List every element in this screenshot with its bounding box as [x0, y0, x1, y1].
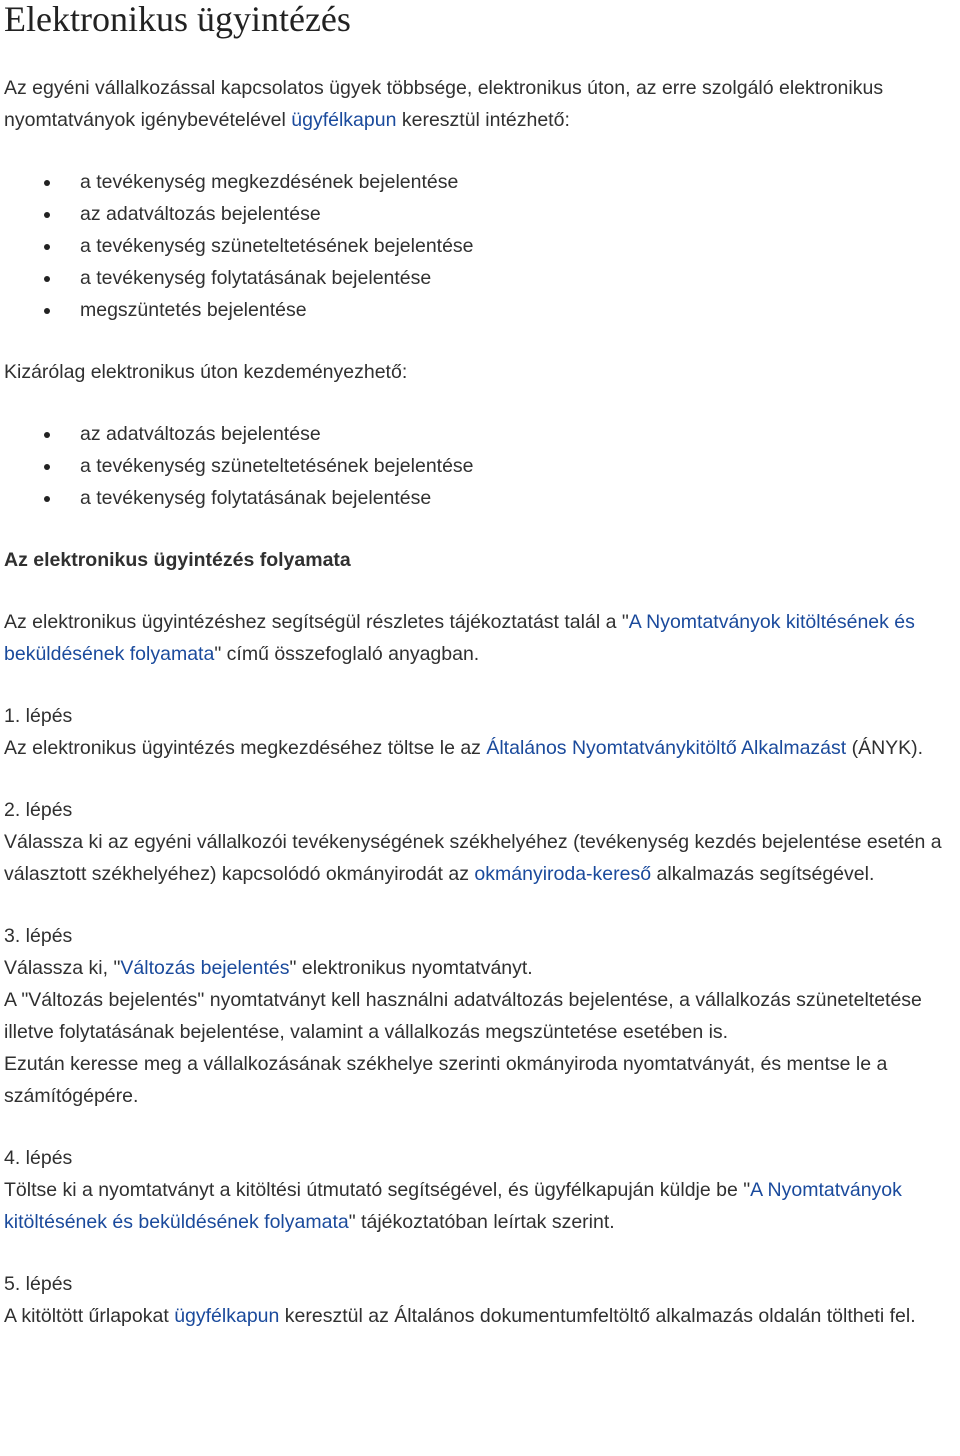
list-item: a tevékenység folytatásának bejelentése — [4, 482, 956, 514]
step1-label: 1. lépés — [4, 705, 73, 727]
intro-text: Az egyéni vállalkozással kapcsolatos ügyek többsége, elektronikus úton, az erre szolgáló elektronikus nyomtatványok igénybevételével — [4, 77, 884, 131]
okmanyiroda-kereso-link[interactable]: okmányiroda-kereső — [474, 863, 652, 885]
list-item: az adatváltozás bejelentése — [4, 198, 956, 230]
bullet-icon — [44, 276, 50, 282]
step5-text: A kitöltött űrlapokat ügyfélkapun keresztül az Általános dokumentumfeltöltő alkalmazás oldalán töltheti fel. — [4, 1305, 916, 1327]
list-item: a tevékenység szüneteltetésének bejelentése — [4, 450, 956, 482]
bullet-icon — [44, 464, 50, 470]
ugyfelkapu-link[interactable]: ügyfélkapun — [291, 109, 397, 131]
process-intro: Az elektronikus ügyintézéshez segítségül részletes tájékoztatást talál a "A Nyomtatványok kitöltésének és beküldésének folyamata" című összefoglaló anyagban. — [4, 611, 915, 665]
list-item: a tevékenység szüneteltetésének bejelentése — [4, 230, 956, 262]
intro-paragraph — [4, 72, 956, 136]
step2-text: Válassza ki az egyéni vállalkozói tevékenységének székhelyéhez (tevékenység kezdés bejelentése esetén a választott székhelyéhez) kapcsolódó okmányirodát az okmányiroda-kereső alkalmazás segítségével. — [4, 831, 942, 885]
list-item: megszüntetés bejelentése — [4, 294, 956, 326]
step3-line1: Válassza ki, "Változás bejelentés" elektronikus nyomtatványt. — [4, 957, 533, 979]
only-electronic-text: Kizárólag elektronikus úton kezdeményezhető: — [4, 361, 408, 383]
step3-label: 3. lépés — [4, 925, 73, 947]
step3-line3: Ezután keresse meg a vállalkozásának székhelye szerinti okmányiroda nyomtatványát, és mentse le a számítógépére. — [4, 1053, 888, 1107]
bullet-icon — [44, 432, 50, 438]
valtozas-bejelentes-link[interactable]: Változás bejelentés — [120, 957, 290, 979]
anyk-link[interactable]: Általános Nyomtatványkitöltő Alkalmazást — [486, 737, 847, 759]
list-item: a tevékenység megkezdésének bejelentése — [4, 166, 956, 198]
step3-line2: A "Változás bejelentés" nyomtatványt kell használni adatváltozás bejelentése, a vállalkozás szüneteltetése illetve folytatásának bejelentése, valamint a vállalkozás megszüntetése esetében is. — [4, 989, 922, 1043]
list-item: a tevékenység folytatásának bejelentése — [4, 262, 956, 294]
electronic-only-list — [4, 418, 956, 514]
page-title: Elektronikus ügyintézés — [4, 0, 351, 39]
step5-label: 5. lépés — [4, 1273, 73, 1295]
bullet-icon — [44, 496, 50, 502]
step4-text: Töltse ki a nyomtatványt a kitöltési útmutató segítségével, és ügyfélkapuján küldje be "A Nyomtatványok kitöltésének és beküldésének folyamata" tájékoztatóban leírtak szerint. — [4, 1179, 902, 1233]
bullet-icon — [44, 212, 50, 218]
case-list — [4, 166, 956, 326]
list-item: az adatváltozás bejelentése — [4, 418, 956, 450]
process-guide-link[interactable]: A Nyomtatványok kitöltésének és beküldésének folyamata — [4, 611, 915, 665]
bullet-icon — [44, 180, 50, 186]
process-guide-link-2[interactable]: A Nyomtatványok kitöltésének és beküldésének folyamata — [4, 1179, 902, 1233]
bullet-icon — [44, 244, 50, 250]
process-heading: Az elektronikus ügyintézés folyamata — [4, 549, 351, 571]
step2-label: 2. lépés — [4, 799, 73, 821]
step4-label: 4. lépés — [4, 1147, 73, 1169]
intro-text-end: keresztül intézhető: — [396, 109, 570, 131]
ugyfelkapu-link-2[interactable]: ügyfélkapun — [174, 1305, 280, 1327]
bullet-icon — [44, 308, 50, 314]
step1-text: Az elektronikus ügyintézés megkezdéséhez töltse le az Általános Nyomtatványkitöltő Alkalmazást (ÁNYK). — [4, 737, 924, 759]
